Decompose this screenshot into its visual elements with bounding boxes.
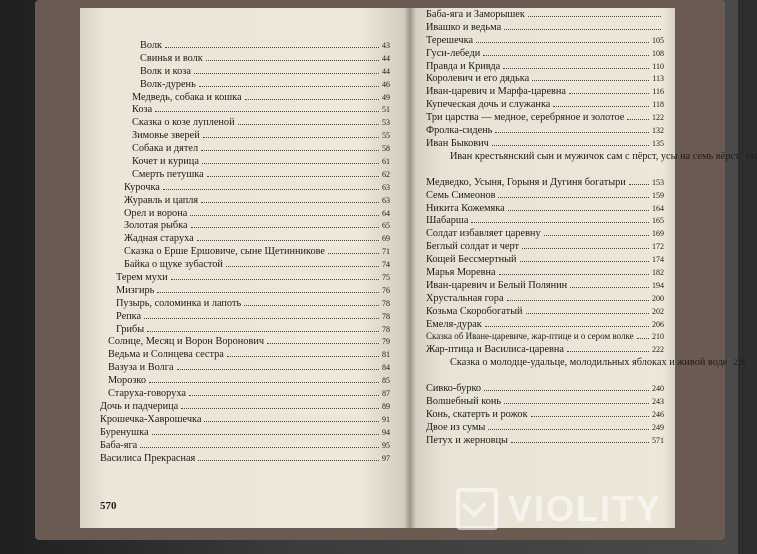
toc-entry: Шабарша 165 — [426, 215, 664, 227]
toc-entry: Королевич и его дядька 113 — [426, 73, 664, 85]
toc-entry: Волшебный конь 243 — [426, 396, 664, 408]
toc-entry: Иван-царевич и Марфа-царевна 116 — [426, 86, 664, 98]
toc-entry: Курочка 63 — [124, 181, 390, 193]
toc-entry: Ведьма и Солнцева сестра 81 — [108, 349, 390, 361]
watermark — [456, 488, 662, 530]
toc-entry: Василиса Прекрасная 97 — [100, 452, 390, 464]
toc-entry: Баба-яга 95 — [100, 439, 390, 451]
toc-entry: Кочет и курица 61 — [132, 156, 390, 168]
toc-entry: Двое из сумы 249 — [426, 421, 664, 433]
violity-logo-icon — [456, 488, 498, 530]
toc-entry: Сказка о козе лупленой 53 — [132, 117, 390, 129]
toc-entry: Марья Моревна 182 — [426, 267, 664, 279]
toc-entry: Сивко-бурко 240 — [426, 383, 664, 395]
toc-entry: Буренушка 94 — [100, 426, 390, 438]
toc-entry: Коза 51 — [132, 104, 390, 116]
toc-entry: Медведь, собака и кошка 49 — [132, 91, 390, 103]
toc-entry: Волк и коза 44 — [140, 65, 390, 77]
toc-entry: Конь, скатерть и рожок 246 — [426, 409, 664, 421]
book-gutter — [404, 8, 416, 528]
toc-entry: Мизгирь 76 — [116, 284, 390, 296]
toc-entry: Дочь и падчерица 89 — [100, 400, 390, 412]
toc-entry: Терем мухи 75 — [116, 272, 390, 284]
toc-list-left — [100, 39, 390, 464]
toc-entry: Гуси-лебеди 108 — [426, 47, 664, 59]
toc-list-right — [426, 8, 757, 447]
watermark-text: VIOLITY — [508, 488, 663, 529]
toc-entry: Журавль и цапля 63 — [124, 194, 390, 206]
toc-entry: Три царства — медное, серебряное и золотое 122 — [426, 112, 664, 124]
toc-entry: Зимовье зверей 55 — [132, 130, 390, 142]
page-number: 570 — [100, 500, 117, 512]
toc-entry: Жадная старуха 69 — [124, 233, 390, 245]
toc-entry-wrapped: Сказка о молодце-удальце, молодильных яблоках и живой воде 226 — [450, 357, 746, 369]
toc-entry: Байка о щуке зубастой 74 — [124, 259, 390, 271]
toc-entry: Сказка об Иване-царевиче, жар-птице и о сером волке 210 — [426, 331, 664, 342]
toc-entry: Петух и жерновцы 571 — [426, 434, 664, 446]
toc-entry: Свинья и волк 44 — [140, 52, 390, 64]
toc-entry: Емеля-дурак 206 — [426, 318, 664, 330]
toc-entry: Хрустальная гора 200 — [426, 292, 664, 304]
toc-entry: Вазуза и Волга 84 — [108, 362, 390, 374]
toc-entry: Орел и ворона 64 — [124, 207, 390, 219]
toc-entry-wrapped: Иван крестьянский сын и мужичок сам с пёрст, усы на семь вёрст 141 — [450, 150, 757, 162]
toc-entry: Грибы 78 — [116, 323, 390, 335]
toc-entry: Сказка о Ерше Ершовиче, сыне Щетинникове 71 — [124, 246, 390, 258]
toc-entry: Фролка-сидень 132 — [426, 125, 664, 137]
toc-entry: Семь Симеонов 159 — [426, 189, 664, 201]
toc-entry: Кощей Бессмертный 174 — [426, 254, 664, 266]
toc-entry: Жар-птица и Василиса-царевна 222 — [426, 344, 664, 356]
toc-entry: Золотая рыбка 65 — [124, 220, 390, 232]
toc-entry: Терешечка 105 — [426, 34, 664, 46]
toc-entry: Иван Быкович 135 — [426, 137, 664, 149]
toc-entry: Смерть петушка 62 — [132, 168, 390, 180]
toc-entry: Правда и Кривда 110 — [426, 60, 664, 72]
toc-entry: Баба-яга и Заморышек — [426, 8, 664, 21]
toc-entry: Старуха-говоруха 87 — [108, 388, 390, 400]
toc-entry: Ивашко и ведьма — [426, 21, 664, 34]
right-page — [410, 8, 757, 528]
toc-entry: Козьма Скоробогатый 202 — [426, 305, 664, 317]
toc-entry: Пузырь, соломинка и лапоть 78 — [116, 297, 390, 309]
toc-entry: Никита Кожемяка 164 — [426, 202, 664, 214]
toc-entry: Медведко, Усыня, Горыня и Дугиня богатыри 153 — [426, 176, 664, 188]
toc-entry: Морозко 85 — [108, 375, 390, 387]
left-page — [80, 8, 410, 528]
toc-entry: Солнце, Месяц и Ворон Воронович 79 — [108, 336, 390, 348]
toc-entry: Волк-дурень 46 — [140, 78, 390, 90]
toc-entry: Волк 43 — [140, 40, 390, 51]
toc-entry: Иван-царевич и Белый Полянин 194 — [426, 279, 664, 291]
toc-entry: Купеческая дочь и служанка 118 — [426, 99, 664, 111]
toc-entry: Репка 78 — [116, 310, 390, 322]
toc-entry: Солдат избавляет царевну 169 — [426, 228, 664, 240]
toc-entry: Собака и дятел 58 — [132, 143, 390, 155]
toc-entry: Беглый солдат и черт 172 — [426, 241, 664, 253]
toc-entry: Крошечка-Хаврошечка 91 — [100, 413, 390, 425]
